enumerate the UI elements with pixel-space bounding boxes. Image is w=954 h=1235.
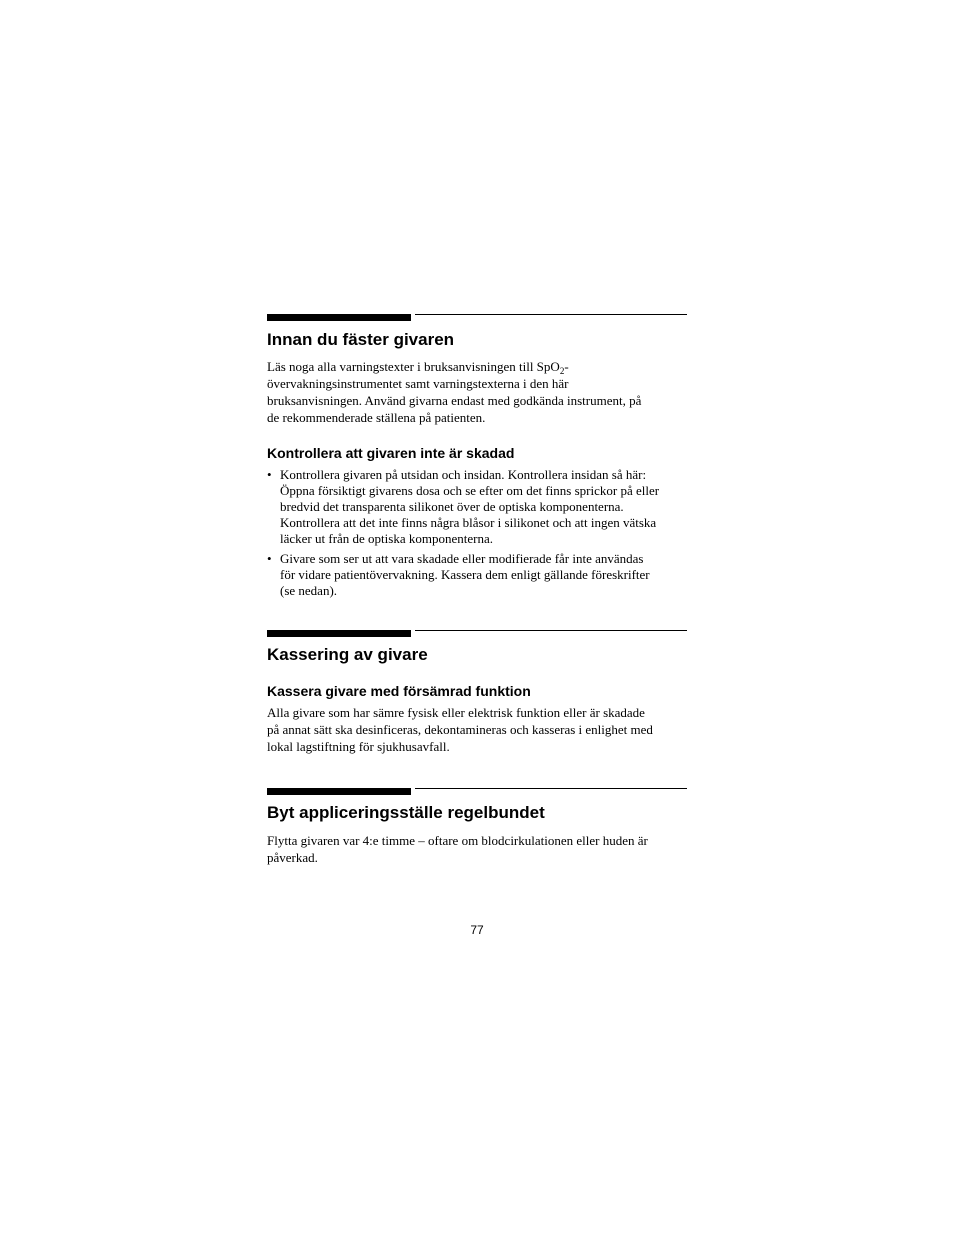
- bullet-line: Kontrollera givaren på utsidan och insidan. Kontrollera insidan så här:: [280, 467, 647, 482]
- section-rule-thin: [415, 630, 687, 631]
- bullet-line: Öppna försiktigt givarens dosa och se efter om det finns sprickor på eller: [280, 483, 660, 498]
- page-number: 77: [470, 923, 484, 937]
- section-title-3: Byt appliceringsställe regelbundet: [267, 803, 545, 822]
- section-title-1: Innan du fäster givaren: [267, 330, 455, 349]
- intro-line-2: övervakningsinstrumentet samt varningstexterna i den här: [267, 376, 569, 391]
- section-title-2: Kassering av givare: [267, 645, 428, 664]
- bullet-line: läcker ut från de optiska komponenterna.: [280, 531, 493, 546]
- section-rule-thick: [267, 630, 411, 637]
- bullet-mark: •: [267, 467, 272, 482]
- section-rule-thin: [415, 788, 687, 789]
- section-rule-thick: [267, 314, 411, 321]
- bullet-line: Givare som ser ut att vara skadade eller modifierade får inte användas: [280, 551, 644, 566]
- section-rule-thick: [267, 788, 411, 795]
- body-line: på annat sätt ska desinficeras, dekontamineras och kasseras i enlighet med: [267, 722, 653, 737]
- bullet-line: för vidare patientövervakning. Kassera dem enligt gällande föreskrifter: [280, 567, 650, 582]
- body-line: lokal lagstiftning för sjukhusavfall.: [267, 739, 450, 754]
- section-rule-thin: [415, 314, 687, 315]
- body-line: Alla givare som har sämre fysisk eller elektrisk funktion eller är skadade: [267, 705, 645, 720]
- section-rule-2: [267, 630, 687, 637]
- section-3-body: [267, 832, 687, 866]
- intro-line-3: bruksanvisningen. Använd givarna endast med godkända instrument, på: [267, 393, 642, 408]
- section-1-intro: [267, 358, 687, 426]
- intro-line-4: de rekommenderade ställena på patienten.: [267, 410, 486, 425]
- body-line: påverkad.: [267, 850, 318, 865]
- bullet-line: bredvid det transparenta silikonet över de optiska komponenterna.: [280, 499, 624, 514]
- section-1-subheading: Kontrollera att givaren inte är skadad: [267, 445, 515, 461]
- section-rule-1: [267, 314, 687, 321]
- bullet-line: Kontrollera att det inte finns några blåsor i silikonet och att ingen vätska: [280, 515, 657, 530]
- section-2-body: [267, 704, 687, 755]
- bullet-body: [280, 467, 659, 547]
- bullet-mark: •: [267, 551, 272, 566]
- section-rule-3: [267, 788, 687, 795]
- section-2-subheading: Kassera givare med försämrad funktion: [267, 683, 531, 699]
- bullet-line: (se nedan).: [280, 583, 338, 598]
- bullet-body: [280, 551, 650, 599]
- intro-line-1: Läs noga alla varningstexter i bruksanvisningen till SpO$_2$-: [267, 359, 569, 376]
- body-line: Flytta givaren var 4:e timme – oftare om blodcirkulationen eller huden är: [267, 833, 648, 848]
